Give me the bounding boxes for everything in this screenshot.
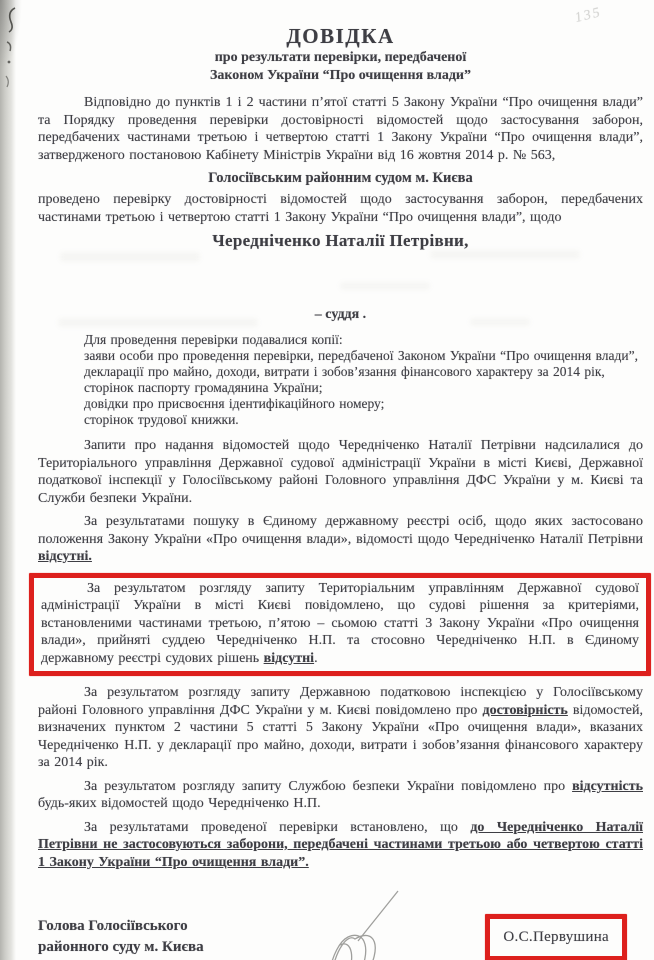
red-highlight-box-signer-name	[485, 914, 627, 960]
security-service-text: За результатом розгляду запиту Службою безпеки України повідомлено про	[84, 778, 573, 794]
conclusion-text: За результатами проведеної перевірки встановлено, що	[84, 819, 471, 835]
copies-list-item: сторінок паспорту громадянина України;	[84, 380, 323, 395]
tax-inspection-emphasis: достовірність	[482, 702, 568, 718]
paragraph-registry-search	[38, 513, 643, 566]
judicial-admin-emphasis: відсутні	[263, 650, 315, 666]
tax-inspection-text: За результатом розгляду запиту Державною податковою інспекцією у Голосіївському районі Головного управління ДФС України у м. Києві повідомлено про	[38, 685, 643, 718]
paragraph-tax-inspection	[38, 684, 643, 772]
paragraph-check-conducted: проведено перевірку достовірності відомостей щодо застосування заборон, передбачених частинами третьою і четвертою статті 1 Закону України “Про очищення влади”, щодо	[38, 192, 643, 225]
tax-inspection-tail: відомостей, визначених пунктом 2 частини 5 статті 5 Закону України «Про очищення влади», вказаних Чередніченко Н.П. у декларації про майно, доходи, витрати і зобов’язання фінансового характеру за 2014 рік.	[38, 702, 644, 770]
red-highlight-box-judicial-admin	[29, 573, 651, 677]
paragraph-conclusion	[38, 819, 643, 872]
document-subtitle-line1: про результати перевірки, передбаченої	[214, 50, 467, 65]
person-name: Чередніченко Наталії Петрівни,	[212, 231, 469, 250]
copies-list-item: декларації про майно, доходи, витрати і зобов’язання фінансового характеру за 2014 рік,	[84, 364, 605, 379]
judicial-admin-text: За результатом розгляду запиту Територіальним управлінням Державної судової адміністрації України в місті Києві повідомлено, що судові рішення за критеріями, встановленими частинами третьою, п’ятою – сьомою статті 3 Закону України «Про очищення влади», прийняті суддею Чередніченко Н.П. та стосовно Чередніченко Н.П. в Єдиному державному реєстрі судових рішень	[41, 580, 639, 666]
signer-role-line2: районного суду м. Києва	[38, 939, 204, 955]
conclusion-emphasis: до Чередніченко Наталії Петрівни не застосовуються заборони, передбачені частинами третьою або четвертою статті 1 Закону України “Про очищення влади”.	[38, 819, 643, 870]
copies-list-item: сторінок трудової книжки.	[84, 412, 239, 427]
signer-role-line1: Голова Голосіївського	[38, 918, 188, 934]
handwritten-signature	[280, 889, 430, 960]
document-body	[38, 24, 643, 960]
scanner-edge-shadow	[0, 0, 16, 960]
redacted-blank-area	[38, 251, 643, 307]
signature-block	[38, 883, 643, 960]
handwritten-page-number: 135	[573, 4, 604, 27]
paragraph-legal-basis: Відповідно до пунктів 1 і 2 частини п’ятої статті 5 Закону України “Про очищення влади” та Порядку проведення перевірки достовірності відомостей щодо застосування заборон, передбачених частинами третьою і четвертою статті 1 Закону України “Про очищення влади”, затвердженого постановою Кабінету Міністрів України від 16 жовтня 2014 р. № 563,	[38, 95, 643, 163]
copies-list-item: заяви особи про проведення перевірки, передбаченої Законом України “Про очищення влади”,	[84, 348, 638, 363]
security-service-tail: будь-яких відомостей щодо Чередніченко Н.П.	[38, 796, 321, 811]
registry-search-emphasis: відсутні.	[38, 549, 92, 564]
submitted-copies-list	[38, 332, 643, 428]
paragraph-requests-sent: Запити про надання відомостей щодо Чередніченко Наталії Петрівни надсилалися до Територіального управління Державної судової адміністрації України в місті Києві, Державної податкової інспекції у Голосіївському районі Головного управління ДФС України у м. Києві та Служби безпеки України.	[38, 438, 643, 506]
copies-list-intro: Для проведення перевірки подавалися копії:	[84, 332, 343, 347]
signer-name: О.С.Первушина	[503, 928, 609, 945]
paragraph-security-service	[38, 778, 643, 813]
judicial-admin-tail: .	[314, 650, 318, 666]
document-title: ДОВІДКА	[286, 24, 395, 48]
security-service-emphasis: відсутність	[572, 778, 643, 794]
court-name-line: Голосіївським районним судом м. Києва	[208, 170, 473, 186]
registry-search-text: За результатами пошуку в Єдиному державному реєстрі осіб, щодо яких застосовано положення Закону України «Про очищення влади», відомості щодо Чередніченко Наталії Петрівни	[38, 514, 643, 547]
document-subtitle-line2: Законом України “Про очищення влади”	[209, 68, 471, 83]
paragraph-judicial-admin	[41, 580, 639, 668]
signer-role	[38, 916, 204, 958]
pen-scribble-marks	[1, 4, 27, 124]
position-line: – суддя .	[314, 307, 367, 322]
copies-list-item: довідки про присвоєння ідентифікаційного номеру;	[84, 396, 385, 411]
